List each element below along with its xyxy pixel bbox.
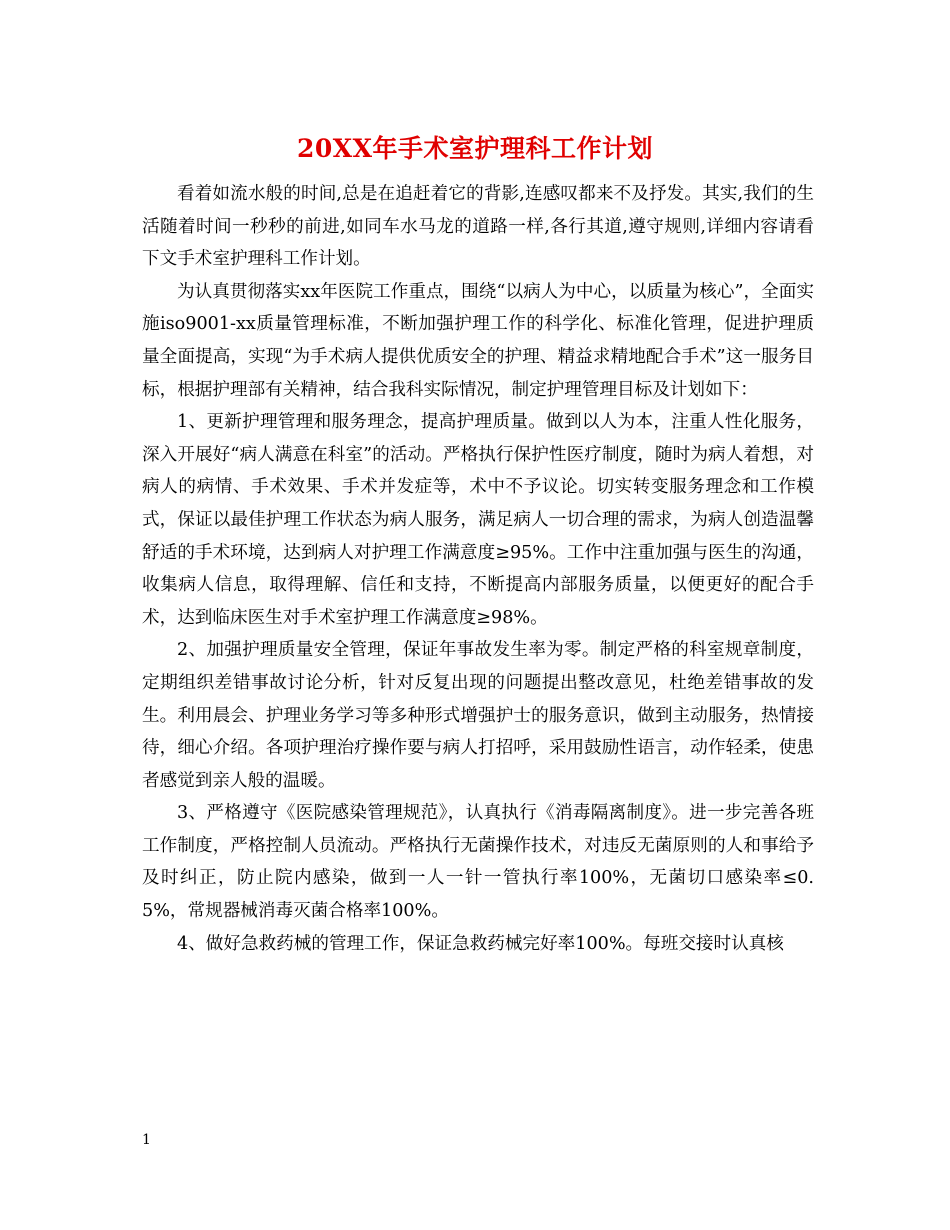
paragraph-item-1: 1、更新护理管理和服务理念，提高护理质量。做到以人为本，注重人性化服务，深入开展好“病人满意在科室”的活动。严格执行保护性医疗制度，随时为病人着想，对病人的病情、手术效果、手术并发症等，术中不予议论。切实转变服务理念和工作模式，保证以最佳护理工作状态为病人服务，满足病人一切合理的需求，为病人创造温馨舒适的手术环境，达到病人对护理工作满意度≥95%。工作中注重加强与医生的沟通，收集病人信息，取得理解、信任和支持，不断提高内部服务质量，以便更好的配合手术，达到临床医生对手术室护理工作满意度≥98%。 bbox=[142, 412, 814, 628]
paragraph-item-3: 3、严格遵守《医院感染管理规范》，认真执行《消毒隔离制度》。进一步完善各班工作制度，严格控制人员流动。严格执行无菌操作技术，对违反无菌原则的人和事给予及时纠正，防止院内感染，做到一人一针一管执行率100%，无菌切口感染率≤0.5%，常规器械消毒灭菌合格率100%。 bbox=[142, 803, 814, 922]
paragraph-overview: 为认真贯彻落实xx年医院工作重点，围绕“以病人为中心，以质量为核心”，全面实施iso9001-xx质量管理标准，不断加强护理工作的科学化、标准化管理，促进护理质量全面提高，实现“为手术病人提供优质安全的护理、精益求精地配合手术”这一服务目标，根据护理部有关精神，结合我科实际情况，制定护理管理目标及计划如下： bbox=[142, 281, 814, 400]
paragraph-item-4: 4、做好急救药械的管理工作，保证急救药械完好率100%。每班交接时认真核 bbox=[177, 933, 784, 954]
page-number: 1 bbox=[142, 1132, 151, 1148]
document-title: 20XX年手术室护理科工作计划 bbox=[296, 134, 654, 163]
paragraph-intro: 看着如流水般的时间,总是在追赶着它的背影,连感叹都来不及抒发。其实,我们的生活随着时间一秒秒的前进,如同车水马龙的道路一样,各行其道,遵守规则,详细内容请看下文手术室护理科工作计划。 bbox=[142, 184, 814, 270]
document-body bbox=[142, 178, 814, 960]
paragraph-item-2: 2、加强护理质量安全管理，保证年事故发生率为零。制定严格的科室规章制度，定期组织差错事故讨论分析，针对反复出现的问题提出整改意见，杜绝差错事故的发生。利用晨会、护理业务学习等多种形式增强护士的服务意识，做到主动服务，热情接待，细心介绍。各项护理治疗操作要与病人打招呼，采用鼓励性语言，动作轻柔，使患者感觉到亲人般的温暖。 bbox=[142, 640, 814, 791]
